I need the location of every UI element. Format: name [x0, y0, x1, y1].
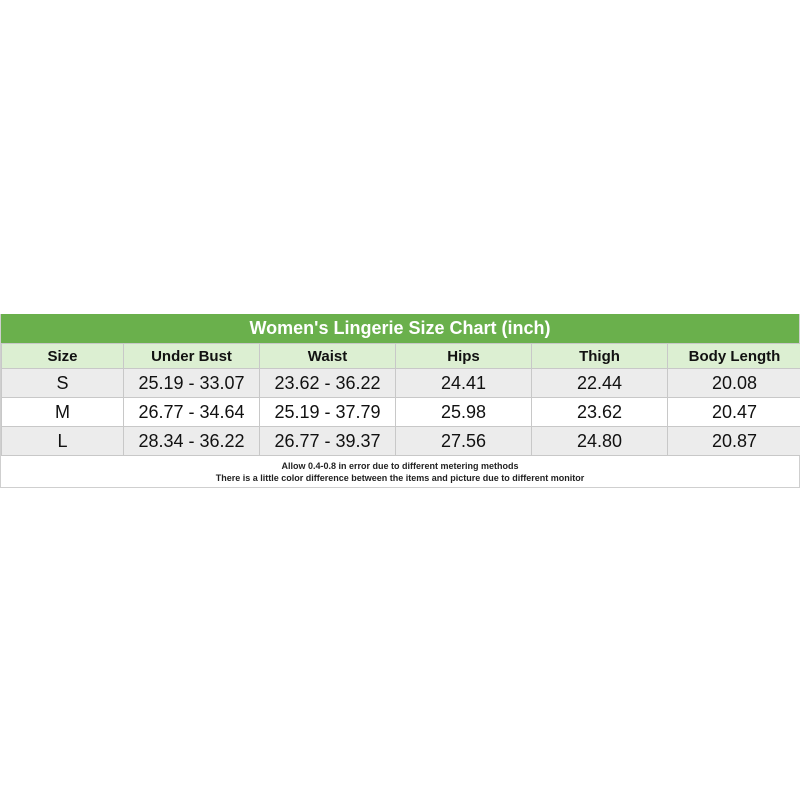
column-header: Body Length	[668, 344, 800, 369]
table-cell: 26.77 - 34.64	[124, 398, 260, 427]
table-cell: 25.98	[396, 398, 532, 427]
table-cell: S	[2, 369, 124, 398]
column-header: Thigh	[532, 344, 668, 369]
table-cell: 23.62	[532, 398, 668, 427]
notes	[1, 456, 799, 488]
column-header: Under Bust	[124, 344, 260, 369]
column-header: Waist	[260, 344, 396, 369]
table-cell: 27.56	[396, 427, 532, 456]
table-cell: 25.19 - 33.07	[124, 369, 260, 398]
table-cell: L	[2, 427, 124, 456]
table-cell: M	[2, 398, 124, 427]
table-cell: 24.41	[396, 369, 532, 398]
note-line: Allow 0.4-0.8 in error due to different metering methods	[281, 461, 519, 471]
column-header: Hips	[396, 344, 532, 369]
chart-title: Women's Lingerie Size Chart (inch)	[1, 314, 799, 343]
table-cell: 20.87	[668, 427, 800, 456]
table-cell: 25.19 - 37.79	[260, 398, 396, 427]
table-cell: 28.34 - 36.22	[124, 427, 260, 456]
table-cell: 23.62 - 36.22	[260, 369, 396, 398]
table-cell: 22.44	[532, 369, 668, 398]
header-row	[2, 344, 800, 369]
table-cell: 20.08	[668, 369, 800, 398]
table-row	[2, 427, 800, 456]
table-cell: 20.47	[668, 398, 800, 427]
table-cell: 26.77 - 39.37	[260, 427, 396, 456]
table-row	[2, 369, 800, 398]
size-table	[1, 343, 800, 456]
column-header: Size	[2, 344, 124, 369]
note-line: There is a little color difference between the items and picture due to different monitor	[215, 473, 585, 483]
size-chart	[0, 314, 800, 488]
table-cell: 24.80	[532, 427, 668, 456]
table-row	[2, 398, 800, 427]
